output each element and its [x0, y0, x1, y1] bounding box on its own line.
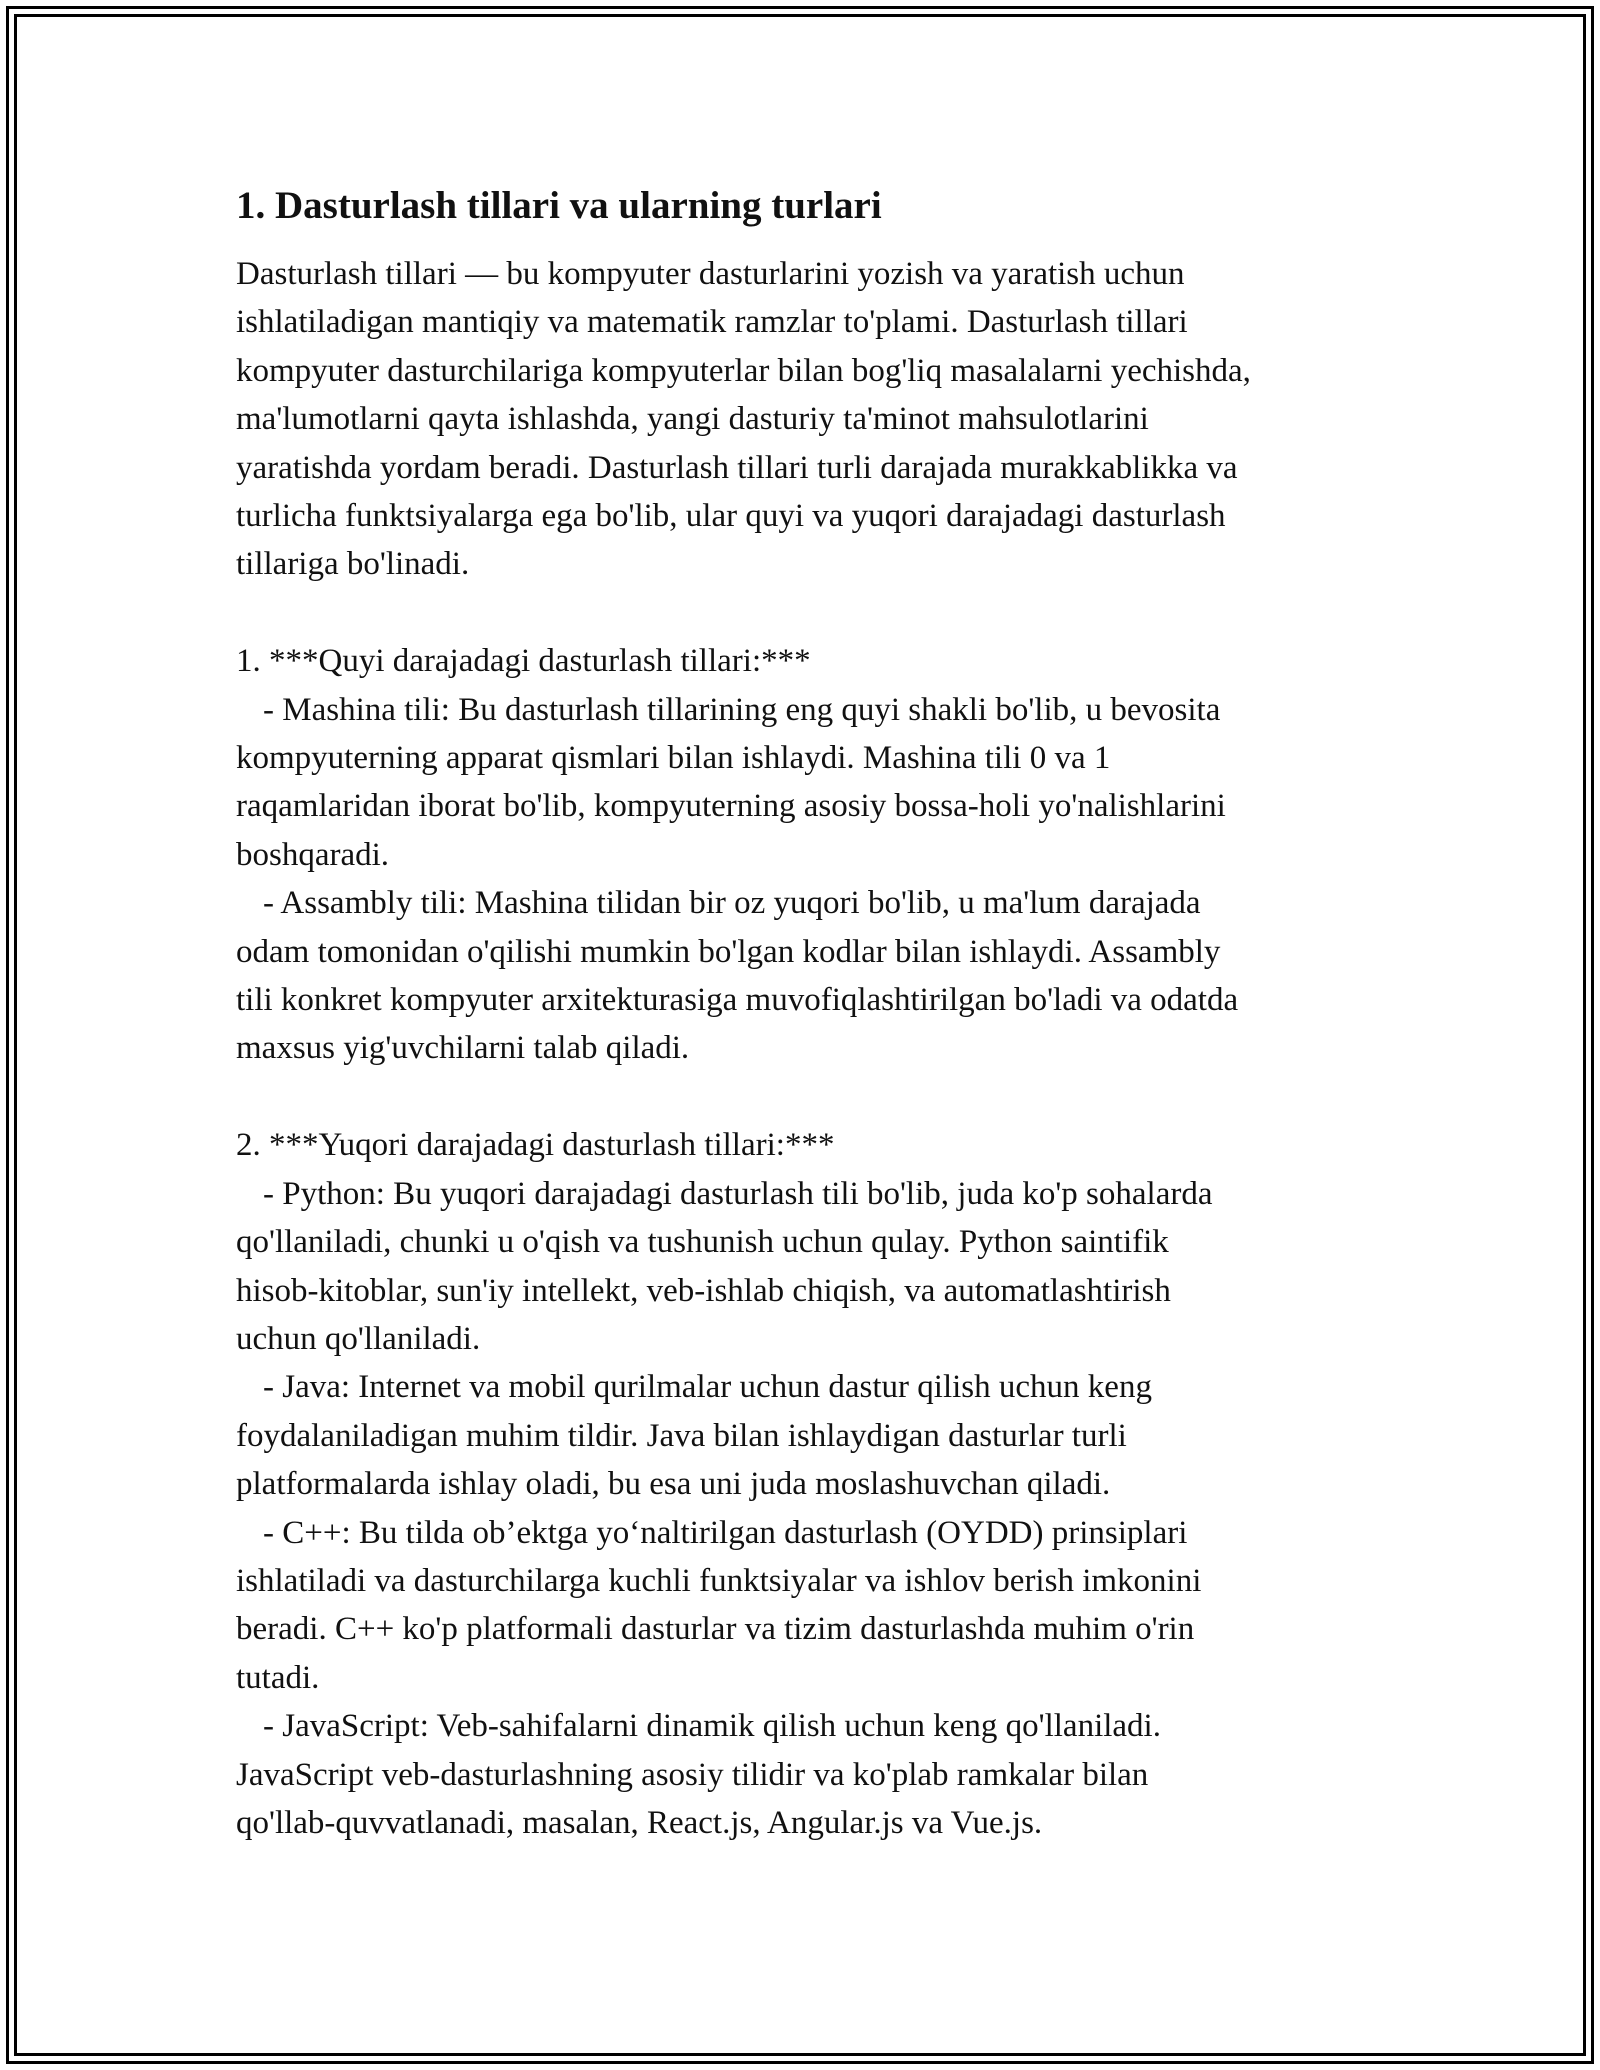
intro-paragraph	[236, 250, 1386, 589]
intro-line: Dasturlash tillari — bu kompyuter dasturlarini yozish va yaratish uchun	[236, 256, 1185, 292]
section-low-level	[236, 637, 1386, 1073]
document-title: 1. Dasturlash tillari va ularning turlari	[236, 184, 882, 227]
list-item-cpp	[236, 1509, 1386, 1703]
list-item-line: platformalarda ishlay oladi, bu esa uni juda moslashuvchan qiladi.	[236, 1466, 1111, 1503]
section-high-level	[236, 1121, 1386, 1847]
list-item-line: - Assambly tili: Mashina tilidan bir oz yuqori bo'lib, u ma'lum darajada	[263, 885, 1201, 922]
list-item-python	[236, 1170, 1386, 1364]
intro-line: ma'lumotlarni qayta ishlashda, yangi dasturiy ta'minot mahsulotlarini	[236, 401, 1149, 438]
list-item-line: uchun qo'llaniladi.	[236, 1320, 481, 1357]
list-item-line: JavaScript veb-dasturlashning asosiy tilidir va ko'plab ramkalar bilan	[236, 1756, 1149, 1793]
list-item-line: tili konkret kompyuter arxitekturasiga muvofiqlashtirilgan bo'ladi va odatda	[236, 982, 1239, 1019]
list-item-machine-language	[236, 686, 1386, 880]
list-item-line: boshqaradi.	[236, 836, 390, 873]
list-item-line: - Java: Internet va mobil qurilmalar uchun dastur qilish uchun keng	[263, 1369, 1152, 1406]
list-item-line: - JavaScript: Veb-sahifalarni dinamik qilish uchun keng qo'llaniladi.	[263, 1708, 1161, 1745]
list-item-line: foydalaniladigan muhim tildir. Java bilan ishlaydigan dasturlar turli	[236, 1417, 1127, 1454]
intro-line: yaratishda yordam beradi. Dasturlash tillari turli darajada murakkablikka va	[236, 449, 1238, 486]
list-item-line: hisob-kitoblar, sun'iy intellekt, veb-ishlab chiqish, va automatlashtirish	[236, 1272, 1171, 1309]
intro-line: tillariga bo'linadi.	[236, 546, 470, 583]
list-item-line: - C++: Bu tilda ob’ektga yo‘naltirilgan dasturlash (OYDD) prinsiplari	[263, 1514, 1188, 1551]
paragraph-spacer	[236, 1073, 1386, 1121]
intro-line: ishlatiladigan mantiqiy va matematik ramzlar to'plami. Dasturlash tillari	[236, 304, 1188, 341]
list-item-javascript	[236, 1702, 1386, 1847]
intro-line: turlicha funktsiyalarga ega bo'lib, ular quyi va yuqori darajadagi dasturlash	[236, 498, 1226, 535]
list-item-line: raqamlaridan iborat bo'lib, kompyuterning asosiy bossa-holi yo'nalishlarini	[236, 788, 1226, 825]
intro-line: kompyuter dasturchilariga kompyuterlar bilan bog'liq masalalarni yechishda,	[236, 352, 1251, 389]
list-item-line: kompyuterning apparat qismlari bilan ishlaydi. Mashina tili 0 va 1	[236, 740, 1111, 777]
list-item-line: odam tomonidan o'qilishi mumkin bo'lgan kodlar bilan ishlaydi. Assambly	[236, 933, 1221, 970]
paragraph-spacer	[236, 589, 1386, 637]
list-item-line: maxsus yig'uvchilarni talab qiladi.	[236, 1030, 690, 1067]
list-item-java	[236, 1363, 1386, 1508]
list-item-line: qo'llaniladi, chunki u o'qish va tushunish uchun qulay. Python saintifik	[236, 1224, 1169, 1261]
section-heading: 1. ***Quyi darajadagi dasturlash tillari:***	[236, 643, 811, 680]
list-item-line: qo'llab-quvvatlanadi, masalan, React.js, Angular.js va Vue.js.	[236, 1804, 1043, 1841]
document-content	[236, 180, 1386, 1847]
list-item-line: ishlatiladi va dasturchilarga kuchli funktsiyalar va ishlov berish imkonini	[236, 1562, 1202, 1599]
list-item-line: beradi. C++ ko'p platformali dasturlar va tizim dasturlashda muhim o'rin	[236, 1611, 1195, 1648]
list-item-line: - Python: Bu yuqori darajadagi dasturlash tili bo'lib, juda ko'p sohalarda	[263, 1175, 1213, 1212]
section-heading: 2. ***Yuqori darajadagi dasturlash tillari:***	[236, 1127, 835, 1164]
list-item-assembly	[236, 879, 1386, 1073]
list-item-line: - Mashina tili: Bu dasturlash tillarining eng quyi shakli bo'lib, u bevosita	[263, 691, 1221, 728]
list-item-line: tutadi.	[236, 1659, 320, 1696]
